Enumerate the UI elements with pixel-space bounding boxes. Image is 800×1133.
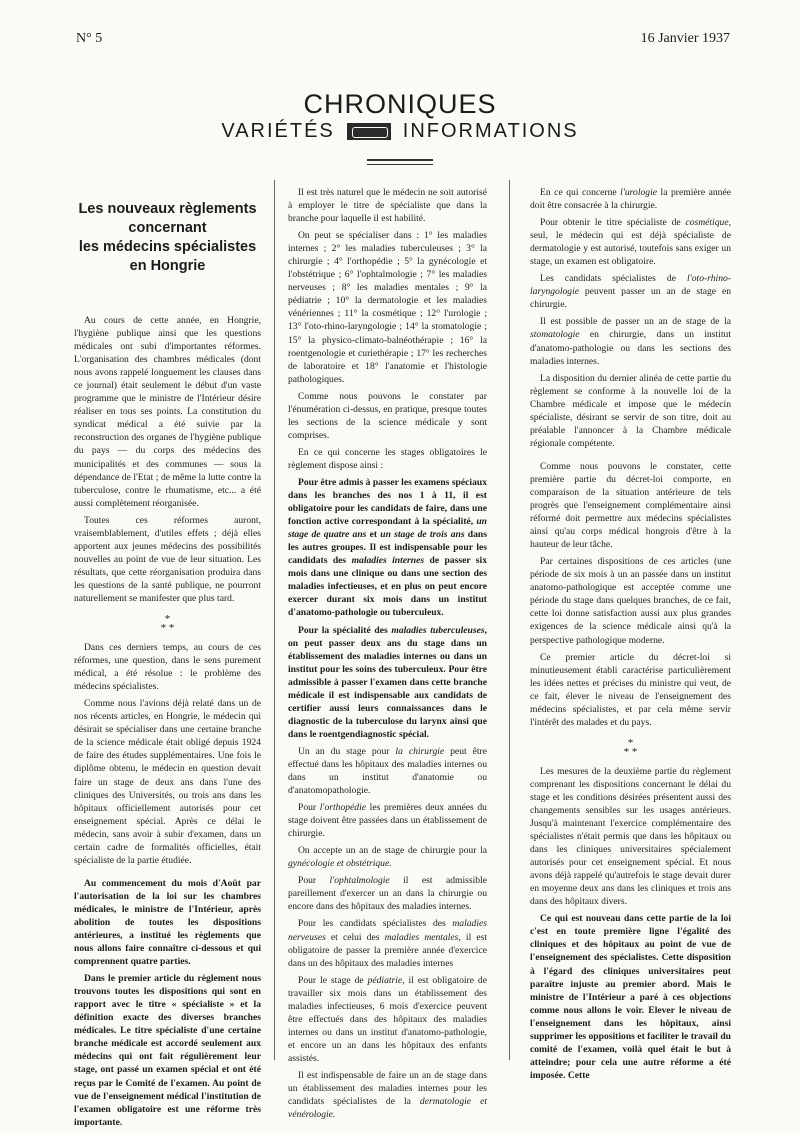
paragraph: Pour l'ophtalmologie il est admissible pareillement d'exercer un an dans la chirurgie ou encore dans des hôpitaux des maladies internes.: [288, 875, 487, 913]
section-asterism: * * *: [160, 613, 175, 635]
ornament-icon: [347, 123, 391, 140]
column-divider: [509, 180, 510, 1060]
paragraph: Ce premier article du décret-loi si minutieusement établi caractérise particulièrement les idées nettes et précises du ministre qui veut, de ce fait, élever le niveau de l'enseignement des médecins spécialistes, et par cela même servir l'intérêt des malades et du pays.: [530, 651, 731, 728]
paragraph: En ce qui concerne les stages obligatoires le règlement dispose ainsi :: [288, 446, 487, 471]
paragraph: Comme nous l'avions déjà relaté dans un de nos récents articles, en Hongrie, le médecin qui désirait se spécialiser dans une certaine branche de la science médicale était obligé depuis 1924 de faire des études supplémentaires. Une fois le diplôme obtenu, le médecin en question devait faire un stage de deux ans dans l'une des cliniques des Universités, ou trois ans dans les hôpitaux officiellement autorisés pour cet enseignement spécial. Après ce délai le médecin, sans avoir à subir d'examen, dans un certain cadre de formalités officielles, était spécialiste de la partie étudiée.: [74, 698, 261, 866]
issue-date: 16 Janvier 1937: [640, 31, 730, 46]
paragraph: Toutes ces réformes auront, vraisemblablement, d'utiles effets ; déjà elles apportent aux jeunes médecins des possibilités nouvelles au point de vue de leur situation. Les résultats, que cette réorganisation produira dans les questions de la santé publique, ne pourront naturellement se manifester que plus tard.: [74, 514, 261, 604]
paragraph: Un an du stage pour la chirurgie peut être effectué dans les hôpitaux des maladies internes ou dans un institut d'anatomie ou d'anatomopathologie.: [288, 745, 487, 797]
running-header: [76, 31, 730, 47]
paragraph: On peut se spécialiser dans : 1° les maladies internes ; 2° les maladies tuberculeuses ; 3° la chirurgie ; 4° l'orthopédie ; 5° la gynécologie et l'obstétrique ; 6° l'ophtalmologie ; 7° les maladies nerveuses ; 8° les maladies mentales ; 9° la pédiatrie ; 10° la dermatologie et les maladies vénériennes ; 11° la cosmétique ; 12° l'urologie ; 13° l'oto-rhino-laryngologie ; 14° la stomatologie ; 15° la physico-climato-balnéothérapie ; 16° la roentgenologie et curiethérapie ; 17° les recherches de laboratoire et 18° l'anatomie et l'histologie pathologiques.: [288, 230, 487, 385]
column-2: [288, 186, 487, 1125]
paragraph: Dans ces derniers temps, au cours de ces réformes, une question, dans le sens purement médical, a été résolue : le problème des médecins spécialistes.: [74, 642, 261, 693]
paragraph: Pour les candidats spécialistes des maladies nerveuses et celui des maladies mentales, il est obligatoire de passer la première année d'exercice dans un des hôpitaux des maladies internes: [288, 918, 487, 969]
section-masthead: [0, 90, 800, 165]
issue-number: N° 5: [76, 31, 103, 46]
column-divider: [274, 180, 275, 1060]
masthead-informations: INFORMATIONS: [402, 120, 579, 142]
paragraph: Au cours de cette année, en Hongrie, l'hygiène publique ainsi que les questions médicales ont subi d'importantes réformes. L'organisation des chambres médicales (dont nous avons rappelé longuement les clauses dans ce journal) était seulement le début d'un vaste programme que le ministre de l'Intérieur désire réaliser en tous ses points. La constitution du syndicat médical a été suivie par la reconstruction des organes de l'hygiène publique du pays — du corps des médecins des municipalités et des communes — sous la dépendance de l'Etat ; de même la lutte contre la tuberculose, contre le rhumatisme, etc... a été aussi complètement réorganisée.: [74, 315, 261, 509]
paragraph: On accepte un an de stage de chirurgie pour la gynécologie et obstétrique.: [288, 845, 487, 870]
article-title: [74, 200, 261, 276]
column-3: [530, 186, 731, 1086]
article-title-line: concernant: [128, 220, 207, 236]
article-title-line: en Hongrie: [129, 258, 206, 274]
paragraph: Les candidats spécialistes de l'oto-rhino-laryngologie peuvent passer un an de stage en chirurgie.: [530, 273, 731, 311]
masthead-rule: [367, 159, 433, 165]
paragraph: La disposition du dernier alinéa de cette partie du règlement se conforme à la nouvelle loi de la Chambre médicale et impose que le médecin spécialiste, désirant se servir de son titre, doit au préalable l'annoncer à la Chambre médicale régionale compétente.: [530, 372, 731, 449]
masthead-title: CHRONIQUES: [303, 89, 497, 119]
paragraph: Il est très naturel que le médecin ne soit autorisé à employer le titre de spécialiste que dans la branche pour laquelle il est habilité.: [288, 187, 487, 225]
article-title-line: Les nouveaux règlements: [78, 201, 257, 217]
paragraph: Pour l'orthopédie les premières deux années du stage doivent être passées dans un établissement de chirurgie.: [288, 802, 487, 840]
paragraph: Comme nous pouvons le constater par l'énumération ci-dessus, en pratique, presque toutes les sections de la science médicale y sont comprises.: [288, 390, 487, 441]
paragraph: Les mesures de la deuxième partie du règlement comprenant les dispositions concernant le délai du stage et les conditions désirées présentent aussi des changements sensibles sur les usages antérieurs. Jusqu'à maintenant l'exercice complémentaire des spécialistes n'était permis que dans les hôpitaux ou dans les cliniques universitaires spécialement autorisés pour cet enseignement spécial. Et nous avons déjà rappelé qu'autrefois le stage devait durer en moyenne deux ans dans les cliniques et trois ans dans des hôpitaux divers.: [530, 765, 731, 908]
paragraph: Pour obtenir le titre spécialiste de cosmétique, seul, le médecin qui est déjà spécialiste de dermatologie y est autorisé, toutefois sans exiger un stage, un examen est obligatoire.: [530, 217, 731, 268]
masthead-subtitle: [0, 120, 800, 143]
column-1: [74, 178, 261, 1133]
paragraph: Par certaines dispositions de ces articles (une période de six mois à un an passée dans un institut anatomo-pathologique est acceptée comme une période du stage dans quelques branches, de ce fait, cette loi donne satisfaction aussi aux plus grandes exigences de la science médicale ainsi qu'à la perspective pathologique moderne.: [530, 556, 731, 646]
section-asterism: * * *: [623, 736, 638, 758]
paragraph: Il est indispensable de faire un an de stage dans un établissement des maladies internes pour les candidats spécialistes de la dermatologie et vénérologie.: [288, 1070, 487, 1121]
article-title-line: les médecins spécialistes: [78, 239, 257, 255]
paragraph: Comme nous pouvons le constater, cette première partie du décret-loi comporte, en comparaison de la situation antérieure de tels progrès que l'enseignement complémentaire ainsi réformé doit permettre aux médecins spécialistes ainsi qu'au corps médical hongrois d'être à la hauteur de leur tâche.: [530, 460, 731, 551]
paragraph-bold: Au commencement du mois d'Août par l'autorisation de la loi sur les chambres médicales, le ministre de l'Intérieur, après abolition de toutes les dispositions antérieures, a institué les règlements que nous allons faire connaître ci-dessous et qui comprennent quatre parties.: [74, 877, 261, 968]
paragraph: Pour la spécialité des maladies tuberculeuses, on peut passer deux ans du stage dans un établissement des maladies internes ou dans un institut pour les soins des tuberculeux. Pour être admissible à passer l'examen dans cette branche médicale il est indispensable aux candidats de certifier aussi leurs connaissances dans le diagnostic de la tuberculose du larynx ainsi que dans le roentgendiagnostic spécial.: [288, 624, 487, 740]
paragraph: En ce qui concerne l'urologie la première année doit être consacrée à la chirurgie.: [530, 187, 731, 212]
masthead-varietes: VARIÉTÉS: [221, 120, 335, 142]
paragraph: Pour le stage de pédiatrie, il est obligatoire de travailler six mois dans un établissement des maladies infectieuses, 6 mois d'exercice peuvent être effectués dans des hôpitaux des maladies internes ou dans un institut d'anatomo-pathologie, et encore un an dans les hôpitaux des enfants assistés.: [288, 974, 487, 1064]
paragraph: Pour être admis à passer les examens spéciaux dans les branches des nos 1 à 11, il est obligatoire pour les candidats de faire, dans une fonction active correspondant à la spécialité, un stage de quatre ans et un stage de trois ans dans les autres groupes. Il est indispensable pour les candidats des maladies internes de passer six mois dans une clinique ou dans une section des maladies infectieuses, et en plus on peut encore exercer durant six mois dans un institut d'anatomo-pathologie ou tuberculeux.: [288, 476, 487, 619]
paragraph-bold: Dans le premier article du règlement nous trouvons toutes les dispositions qui sont en rapport avec le titre « spécialiste » et la définition exacte des diverses branches médicales. Le titre spécialiste d'une certaine branche médicale est accordé seulement aux médecins qui ont fait régulièrement leur stage, ont passé un examen spécial et ont été reçus par le Comité de l'examen. Au point de vue de l'enseignement médical l'institution de l'examen obligatoire est une réforme très importante.: [74, 973, 261, 1128]
paragraph: Il est possible de passer un an de stage de la stomatologie en chirurgie, dans un institut d'anatomo-pathologie ou dans les sections des maladies internes.: [530, 316, 731, 367]
paragraph-bold: Ce qui est nouveau dans cette partie de la loi c'est en toute première ligne l'égalité des cliniques et des hôpitaux au point de vue de l'enseignement des spécialistes. Cette disposition à l'égard des cliniques universitaires peut paraître injuste au premier abord. Mais le ministre de l'Intérieur a paré à ces objections comme nous allons le voir. Elever le niveau de l'enseignement dans les hôpitaux, ainsi supprimer les oppositions et faciliter le travail du comité de l'examen, voilà quel était le but à atteindre; pour cela une autre réforme a été imposée. Cette: [530, 913, 731, 1081]
